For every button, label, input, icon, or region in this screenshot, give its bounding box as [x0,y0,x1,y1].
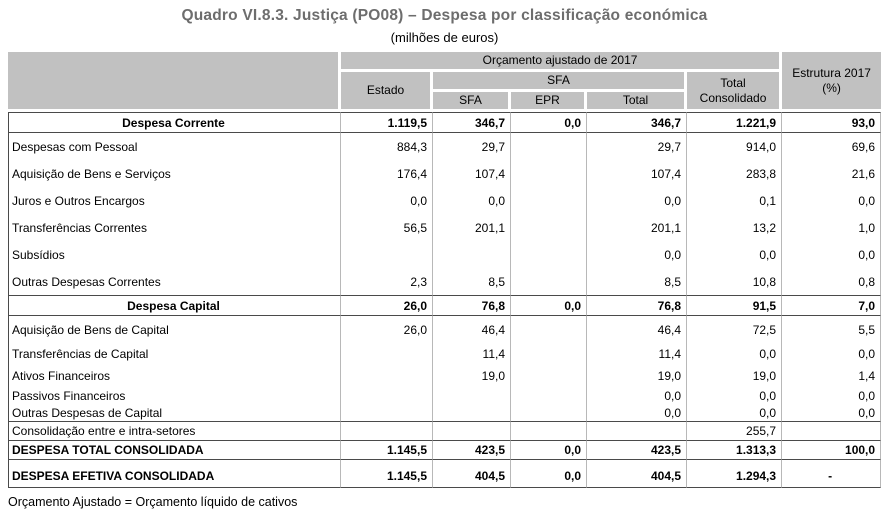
table-row-despesa-efetiva-consolidada [8,460,881,488]
row-label: Despesa Corrente [8,112,341,133]
cell-estrutura: 0,0 [782,241,881,268]
cell-epr: 0,0 [511,440,587,460]
cell-estado [341,241,433,268]
row-label: Despesas com Pessoal [8,133,341,160]
row-label: Outras Despesas Correntes [8,268,341,295]
cell-total: 0,0 [587,387,687,405]
cell-total-consolidado: 19,0 [687,365,782,387]
header-sfa-group: SFA [433,72,687,92]
cell-epr [511,316,587,343]
cell-sfa: 29,7 [433,133,511,160]
header-orcamento-ajustado: Orçamento ajustado de 2017 [341,52,782,72]
cell-estrutura: 5,5 [782,316,881,343]
cell-estado [341,343,433,365]
cell-total-consolidado: 0,1 [687,187,782,214]
cell-total: 0,0 [587,241,687,268]
table-title: Quadro VI.8.3. Justiça (PO08) – Despesa por classificação económica [181,7,708,24]
cell-estado: 176,4 [341,160,433,187]
report-page [0,7,889,508]
cell-total-consolidado: 283,8 [687,160,782,187]
cell-total: 107,4 [587,160,687,187]
table-units-subtitle: (milhões de euros) [390,30,499,45]
row-label: DESPESA EFETIVA CONSOLIDADA [8,460,341,488]
cell-epr [511,365,587,387]
cell-epr [511,343,587,365]
cell-total-consolidado: 1.221,9 [687,112,782,133]
cell-sfa [433,241,511,268]
cell-total-consolidado: 1.313,3 [687,440,782,460]
cell-estado [341,365,433,387]
cell-total-consolidado: 0,0 [687,343,782,365]
cell-sfa [433,387,511,405]
cell-sfa: 76,8 [433,295,511,316]
cell-estrutura: 7,0 [782,295,881,316]
cell-estrutura: 0,0 [782,387,881,405]
header-sfa: SFA [433,92,511,112]
table-row-aquisicao-bens-servicos [8,160,881,187]
cell-epr: 0,0 [511,460,587,488]
cell-estrutura: 0,0 [782,187,881,214]
cell-total-consolidado: 914,0 [687,133,782,160]
cell-estrutura: 93,0 [782,112,881,133]
cell-estrutura: 69,6 [782,133,881,160]
cell-estrutura: 21,6 [782,160,881,187]
cell-total-consolidado: 10,8 [687,268,782,295]
cell-sfa: 11,4 [433,343,511,365]
cell-estado: 2,3 [341,268,433,295]
table-row-outras-despesas-correntes [8,268,881,295]
cell-total: 0,0 [587,405,687,421]
cell-sfa [433,421,511,440]
cell-epr [511,268,587,295]
table-row-ativos-financeiros [8,365,881,387]
cell-total-consolidado: 255,7 [687,421,782,440]
cell-epr [511,421,587,440]
table-row-despesa-capital [8,295,881,316]
cell-estado: 26,0 [341,316,433,343]
table-row-despesa-corrente [8,112,881,133]
cell-epr [511,405,587,421]
cell-estado: 1.119,5 [341,112,433,133]
row-label: Transferências Correntes [8,214,341,241]
cell-estado: 56,5 [341,214,433,241]
cell-sfa: 404,5 [433,460,511,488]
cell-total: 76,8 [587,295,687,316]
cell-estado: 1.145,5 [341,460,433,488]
header-estrutura: Estrutura 2017 (%) [782,52,881,112]
cell-epr [511,187,587,214]
row-label: Ativos Financeiros [8,365,341,387]
cell-epr [511,387,587,405]
cell-sfa [433,405,511,421]
cell-epr: 0,0 [511,112,587,133]
cell-estado: 0,0 [341,187,433,214]
cell-sfa: 46,4 [433,316,511,343]
header-total-consolidado: Total Consolidado [687,72,782,112]
table-row-juros-outros-encargos [8,187,881,214]
cell-total: 29,7 [587,133,687,160]
cell-total-consolidado: 91,5 [687,295,782,316]
cell-estado [341,421,433,440]
cell-total-consolidado: 72,5 [687,316,782,343]
table-row-despesa-total-consolidada [8,440,881,460]
header-epr: EPR [511,92,587,112]
table-row-transferencias-correntes [8,214,881,241]
cell-total: 201,1 [587,214,687,241]
table-row-passivos-financeiros [8,387,881,405]
row-label: Outras Despesas de Capital [8,405,341,421]
cell-total: 19,0 [587,365,687,387]
row-label: DESPESA TOTAL CONSOLIDADA [8,440,341,460]
cell-total-consolidado: 0,0 [687,241,782,268]
row-label: Aquisição de Bens de Capital [8,316,341,343]
cell-total: 11,4 [587,343,687,365]
footnote: Orçamento Ajustado = Orçamento líquido de cativos [8,495,298,509]
cell-estado [341,387,433,405]
header-row-1 [8,52,881,72]
cell-sfa: 201,1 [433,214,511,241]
header-estado: Estado [341,72,433,112]
cell-total-consolidado: 1.294,3 [687,460,782,488]
cell-estrutura [782,421,881,440]
cell-estado: 884,3 [341,133,433,160]
table-row-subsidios [8,241,881,268]
cell-total-consolidado: 13,2 [687,214,782,241]
header-total: Total [587,92,687,112]
cell-sfa: 423,5 [433,440,511,460]
cell-estrutura: 100,0 [782,440,881,460]
cell-estrutura: 0,0 [782,343,881,365]
table-row-transferencias-capital [8,343,881,365]
header-corner-cell [8,52,341,112]
cell-total: 8,5 [587,268,687,295]
cell-epr [511,160,587,187]
cell-sfa: 19,0 [433,365,511,387]
cell-total: 0,0 [587,187,687,214]
cell-estado: 26,0 [341,295,433,316]
row-label: Aquisição de Bens e Serviços [8,160,341,187]
cell-epr [511,241,587,268]
cell-estrutura: 1,4 [782,365,881,387]
row-label: Transferências de Capital [8,343,341,365]
cell-estado: 1.145,5 [341,440,433,460]
cell-epr: 0,0 [511,295,587,316]
table-row-despesas-com-pessoal [8,133,881,160]
cell-epr [511,214,587,241]
cell-estrutura: 0,8 [782,268,881,295]
row-label: Subsídios [8,241,341,268]
row-label: Despesa Capital [8,295,341,316]
cell-sfa: 8,5 [433,268,511,295]
cell-total: 46,4 [587,316,687,343]
cell-sfa: 107,4 [433,160,511,187]
row-label: Juros e Outros Encargos [8,187,341,214]
cell-total: 423,5 [587,440,687,460]
table-row-outras-despesas-capital [8,405,881,421]
row-label: Passivos Financeiros [8,387,341,405]
cell-estrutura: 0,0 [782,405,881,421]
table-row-consolidacao [8,421,881,440]
cell-sfa: 346,7 [433,112,511,133]
cell-total-consolidado: 0,0 [687,405,782,421]
cell-total: 346,7 [587,112,687,133]
cell-total: 404,5 [587,460,687,488]
row-label: Consolidação entre e intra-setores [8,421,341,440]
cell-sfa: 0,0 [433,187,511,214]
cell-total [587,421,687,440]
table-row-aquisicao-bens-capital [8,316,881,343]
cell-epr [511,133,587,160]
cell-estrutura: 1,0 [782,214,881,241]
cell-estado [341,405,433,421]
budget-table [8,52,881,488]
cell-estrutura: - [782,460,881,488]
cell-total-consolidado: 0,0 [687,387,782,405]
